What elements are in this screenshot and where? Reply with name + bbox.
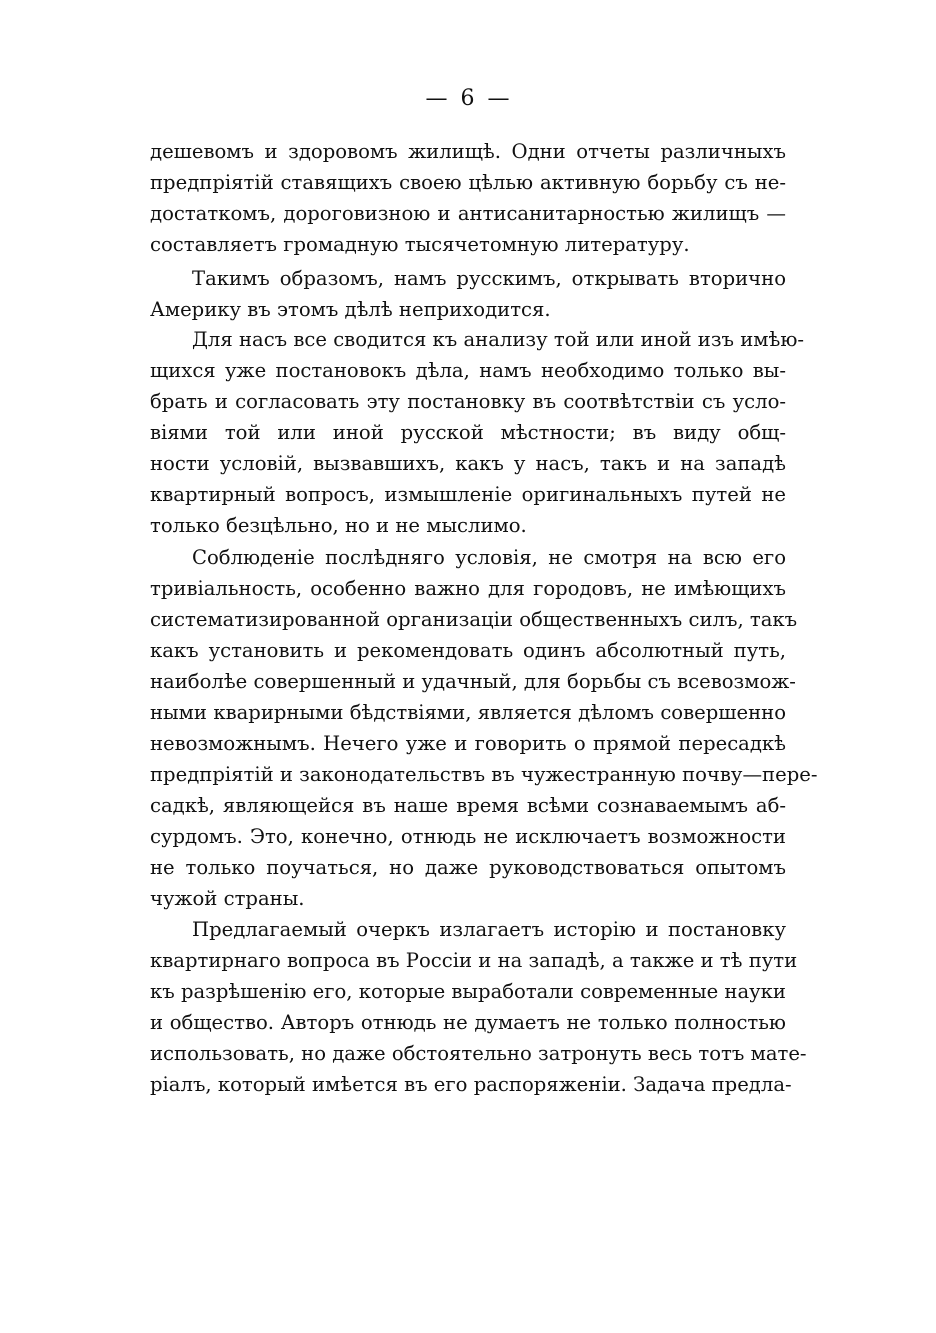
page-number-dash-right: — (487, 86, 511, 111)
text-line: использовать, но даже обстоятельно затронуть весь тотъ мате- (150, 1042, 807, 1065)
paragraph-4 (150, 542, 818, 914)
text-line: квартирнаго вопроса въ Россіи и на западѣ, а также и тѣ пути (150, 949, 798, 972)
text-line: не только поучаться, но даже руководствоваться опытомъ (150, 856, 786, 879)
text-line: дешевомъ и здоровомъ жилищѣ. Одни отчеты различныхъ (150, 140, 786, 163)
text-line: только безцѣльно, но и не мыслимо. (150, 514, 527, 537)
text-line: невозможнымъ. Нечего уже и говорить о прямой пересадкѣ (150, 732, 786, 755)
text-line: віями той или иной русской мѣстности; въ виду общ- (150, 421, 786, 444)
page-number-dash-left: — (425, 86, 449, 111)
text-line: Для насъ все сводится къ анализу той или иной изъ имѣю- (192, 328, 804, 351)
paragraph-2 (150, 263, 786, 325)
paragraph-3 (150, 324, 804, 541)
paragraph-1 (150, 136, 786, 260)
text-line: квартирный вопросъ, измышленіе оригинальныхъ путей не (150, 483, 786, 506)
text-line: составляетъ громадную тысячетомную литературу. (150, 233, 690, 256)
text-line: предпріятій и законодательствъ въ чужестранную почву—пере- (150, 763, 818, 786)
text-line: сурдомъ. Это, конечно, отнюдь не исключаетъ возможности (150, 825, 786, 848)
text-line: Америку въ этомъ дѣлѣ неприходится. (150, 298, 551, 321)
text-line: систематизированной организаціи общественныхъ силъ, такъ (150, 608, 798, 631)
text-line: Предлагаемый очеркъ излагаетъ исторію и постановку (192, 918, 786, 941)
text-line: ріалъ, который имѣется въ его распоряженіи. Задача предла- (150, 1073, 792, 1096)
page-number (0, 86, 936, 111)
text-line: Такимъ образомъ, намъ русскимъ, открывать вторично (192, 267, 786, 290)
text-line: садкѣ, являющейся въ наше время всѣми сознаваемымъ аб- (150, 794, 786, 817)
text-line: ными кварирными бѣдствіями, является дѣломъ совершенно (150, 701, 786, 724)
paragraph-5 (150, 914, 807, 1100)
text-line: ности условій, вызвавшихъ, какъ у насъ, такъ и на западѣ (150, 452, 786, 475)
text-line: и общество. Авторъ отнюдь не думаетъ не только полностью (150, 1011, 786, 1034)
text-line: наиболѣе совершенный и удачный, для борьбы съ всевозмож- (150, 670, 796, 693)
text-line: къ разрѣшенію его, которые выработали современные науки (150, 980, 786, 1003)
page-number-value: 6 (460, 86, 476, 111)
text-line: достаткомъ, дороговизною и антисанитарностью жилищъ — (150, 202, 786, 225)
text-line: Соблюденіе послѣдняго условія, не смотря на всю его (192, 546, 786, 569)
text-line: брать и согласовать эту постановку въ соотвѣтствіи съ усло- (150, 390, 786, 413)
text-line: тривіальность, особенно важно для городовъ, не имѣющихъ (150, 577, 786, 600)
text-line: предпріятій ставящихъ своею цѣлью активную борьбу съ не- (150, 171, 786, 194)
text-line: щихся уже постановокъ дѣла, намъ необходимо только вы- (150, 359, 786, 382)
text-line: чужой страны. (150, 887, 305, 910)
text-line: какъ установить и рекомендовать одинъ абсолютный путь, (150, 639, 786, 662)
